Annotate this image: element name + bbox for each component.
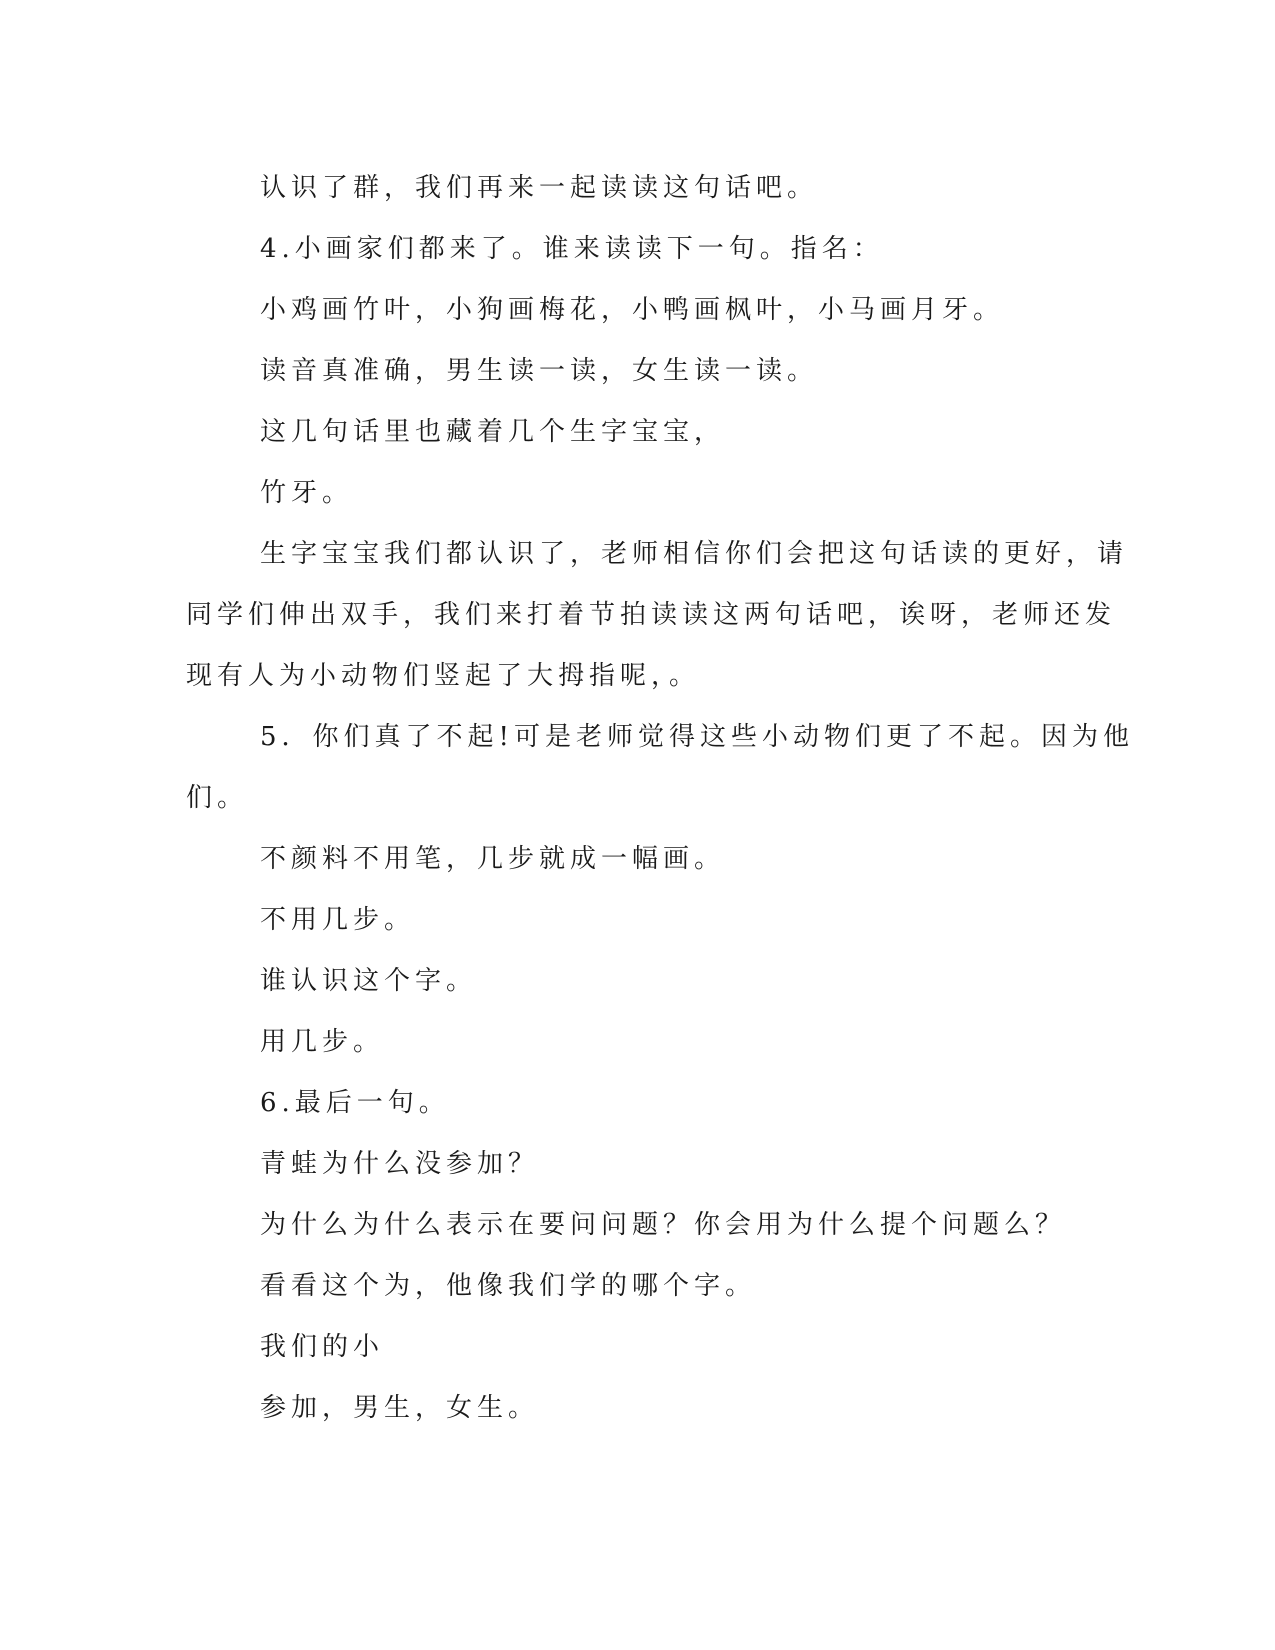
paragraph-line: 6.最后一句。 — [260, 1088, 450, 1118]
paragraph-line: 不用几步。 — [260, 905, 416, 935]
paragraph-line: 这几句话里也藏着几个生字宝宝， — [260, 417, 726, 447]
paragraph-line: 现有人为小动物们竖起了大拇指呢，。 — [186, 661, 701, 691]
document-body — [186, 158, 1134, 1439]
paragraph-line: 青蛙为什么没参加？ — [260, 1149, 540, 1179]
paragraph-line: 参加，男生，女生。 — [260, 1393, 540, 1423]
paragraph-line: 生字宝宝我们都认识了，老师相信你们会把这句话读的更好，请 — [260, 539, 1129, 569]
paragraph-line: 竹牙。 — [260, 478, 354, 508]
paragraph-line: 们。 — [186, 783, 249, 813]
paragraph-line: 认识了群，我们再来一起读读这句话吧。 — [260, 173, 819, 203]
paragraph-line: 5．你们真了不起!可是老师觉得这些小动物们更了不起。因为他 — [260, 722, 1134, 752]
paragraph-line: 用几步。 — [260, 1027, 385, 1057]
paragraph-line: 我们的小 — [260, 1332, 385, 1362]
paragraph-line: 4.小画家们都来了。谁来读读下一句。指名： — [260, 234, 884, 264]
paragraph-line: 不颜料不用笔，几步就成一幅画。 — [260, 844, 726, 874]
paragraph-line: 看看这个为，他像我们学的哪个字。 — [260, 1271, 757, 1301]
paragraph-line: 同学们伸出双手，我们来打着节拍读读这两句话吧，诶呀，老师还发 — [186, 600, 1117, 630]
paragraph-line: 小鸡画竹叶，小狗画梅花，小鸭画枫叶，小马画月牙。 — [260, 295, 1005, 325]
paragraph-line: 读音真准确，男生读一读，女生读一读。 — [260, 356, 819, 386]
paragraph-line: 为什么为什么表示在要问问题？你会用为什么提个问题么？ — [260, 1210, 1067, 1240]
paragraph-line: 谁认识这个字。 — [260, 966, 478, 996]
